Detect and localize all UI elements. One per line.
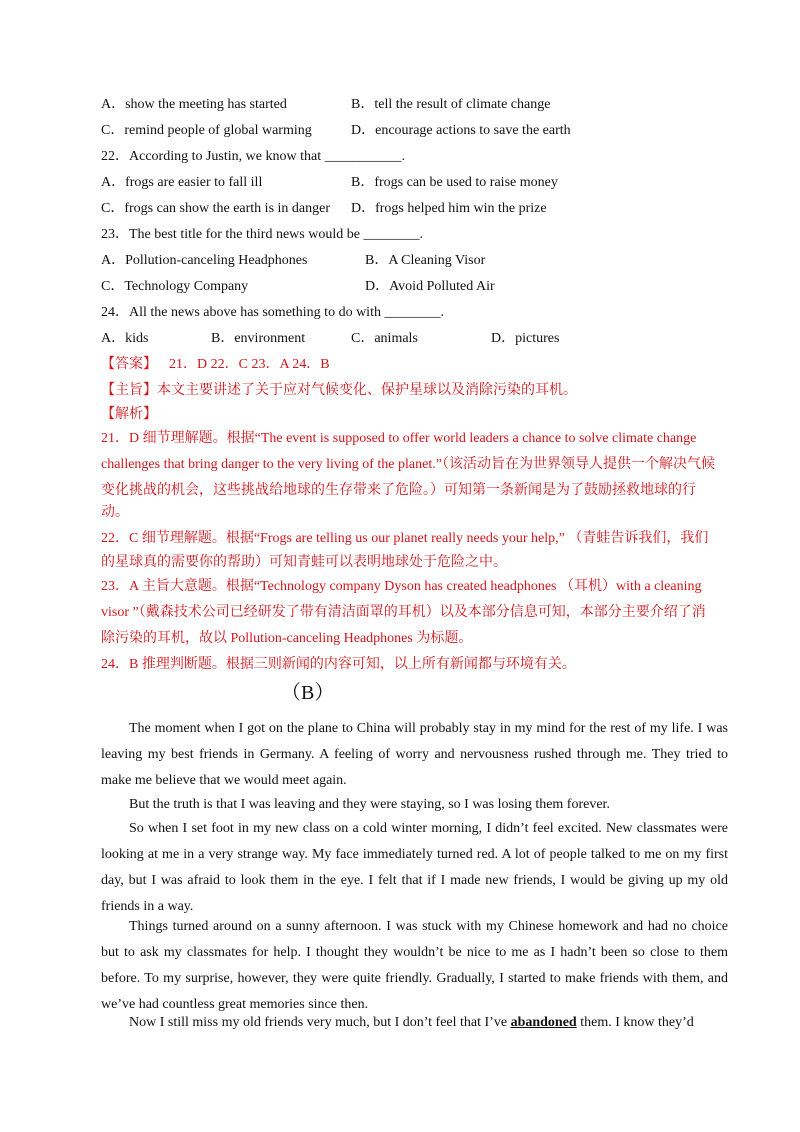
- passage-paragraph-1: The moment when I got on the plane to China will probably stay in my mind for the rest of my life. I was leaving my best friends in Germany. A feeling of worry and nervousness rushed through me. They tried to make me believe that we would meet again.: [101, 721, 728, 788]
- analysis-21-line4: 动。: [101, 505, 129, 520]
- passage-p5-before: Now I still miss my old friends very much, but I don’t feel that I’ve: [129, 1015, 511, 1030]
- q21-option-d: D．encourage actions to save the earth: [351, 123, 571, 138]
- theme-text: 本文主要讲述了关于应对气候变化、保护星球以及消除污染的耳机。: [157, 383, 577, 398]
- theme-line: [101, 382, 577, 400]
- theme-label: 【主旨】: [101, 383, 157, 398]
- q23-option-d: D．Avoid Polluted Air: [365, 279, 495, 294]
- q21-option-b: B．tell the result of climate change: [351, 97, 551, 112]
- analysis-21-line1: 21．D 细节理解题。根据“The event is supposed to offer world leaders a chance to solve climate change: [101, 431, 697, 446]
- q22-option-b: B．frogs can be used to raise money: [351, 175, 558, 190]
- analysis-24-line1: 24．B 推理判断题。根据三则新闻的内容可知，以上所有新闻都与环境有关。: [101, 657, 576, 672]
- q24-option-d: D．pictures: [491, 331, 560, 346]
- analysis-23-line2: visor ”（戴森技术公司已经研发了带有清洁面罩的耳机）以及本部分信息可知，本部分主要介绍了消: [101, 605, 706, 620]
- q24-stem: 24．All the news above has something to do with ________.: [101, 305, 444, 320]
- q23-option-a: A．Pollution-canceling Headphones: [101, 253, 308, 268]
- analysis-22-line1: 22．C 细节理解题。根据“Frogs are telling us our planet really needs your help,” （青蛙告诉我们，我们: [101, 531, 709, 546]
- analysis-23-line3: 除污染的耳机，故以 Pollution-canceling Headphones 为标题。: [101, 631, 473, 646]
- q21-option-c: C．remind people of global warming: [101, 123, 312, 138]
- passage-paragraph-5: [101, 1010, 728, 1036]
- q23-option-b: B．A Cleaning Visor: [365, 253, 486, 268]
- q24-option-a: A．kids: [101, 331, 149, 346]
- q23-option-c: C．Technology Company: [101, 279, 249, 294]
- passage-p5-after: them. I know they’d: [576, 1015, 694, 1030]
- q21-option-a: A．show the meeting has started: [101, 97, 287, 112]
- q22-option-d: D．frogs helped him win the prize: [351, 201, 547, 216]
- passage-paragraph-3: So when I set foot in my new class on a cold winter morning, I didn’t feel excited. New classmates were looking at me in a very strange way. My face immediately turned red. A lot of people talked to me on my first day, but I was afraid to look them in the eye. I felt that if I made new friends, I would be giving up my old friends in a way.: [101, 821, 728, 914]
- q22-option-a: A．frogs are easier to fall ill: [101, 175, 263, 190]
- q23-stem: 23．The best title for the third news would be ________.: [101, 227, 423, 242]
- underlined-word: abandoned: [510, 1015, 577, 1030]
- analysis-label: 【解析】: [101, 407, 157, 422]
- answer-text: 21．D 22．C 23．A 24．B: [169, 357, 330, 372]
- passage-paragraph-2: But the truth is that I was leaving and they were staying, so I was losing them forever.: [129, 797, 610, 812]
- answer-line: [101, 356, 330, 374]
- section-heading: （B）: [281, 682, 335, 704]
- analysis-23-line1: 23．A 主旨大意题。根据“Technology company Dyson has created headphones （耳机）with a cleaning: [101, 579, 702, 594]
- passage-paragraph-4: Things turned around on a sunny afternoon. I was stuck with my Chinese homework and had no choice but to ask my classmates for help. I thought they wouldn’t be nice to me as I hadn’t been so close to them before. To my surprise, however, they were quite friendly. Gradually, I started to make friends with them, and we’ve had countless great memories since then.: [101, 919, 728, 1012]
- answer-label: 【答案】: [101, 357, 157, 372]
- q22-option-c: C．frogs can show the earth is in danger: [101, 201, 330, 216]
- q22-stem: 22．According to Justin, we know that ___________.: [101, 149, 406, 164]
- analysis-21-line2: challenges that bring danger to the very living of the planet.”（该活动旨在为世界领导人提供一个解决气候: [101, 457, 715, 472]
- analysis-21-line3: 变化挑战的机会，这些挑战给地球的生存带来了危险。）可知第一条新闻是为了鼓励拯救地球的行: [101, 483, 696, 498]
- q24-option-c: C．animals: [351, 331, 418, 346]
- analysis-22-line2: 的星球真的需要你的帮助）可知青蛙可以表明地球处于危险之中。: [101, 555, 507, 570]
- q24-option-b: B．environment: [211, 331, 306, 346]
